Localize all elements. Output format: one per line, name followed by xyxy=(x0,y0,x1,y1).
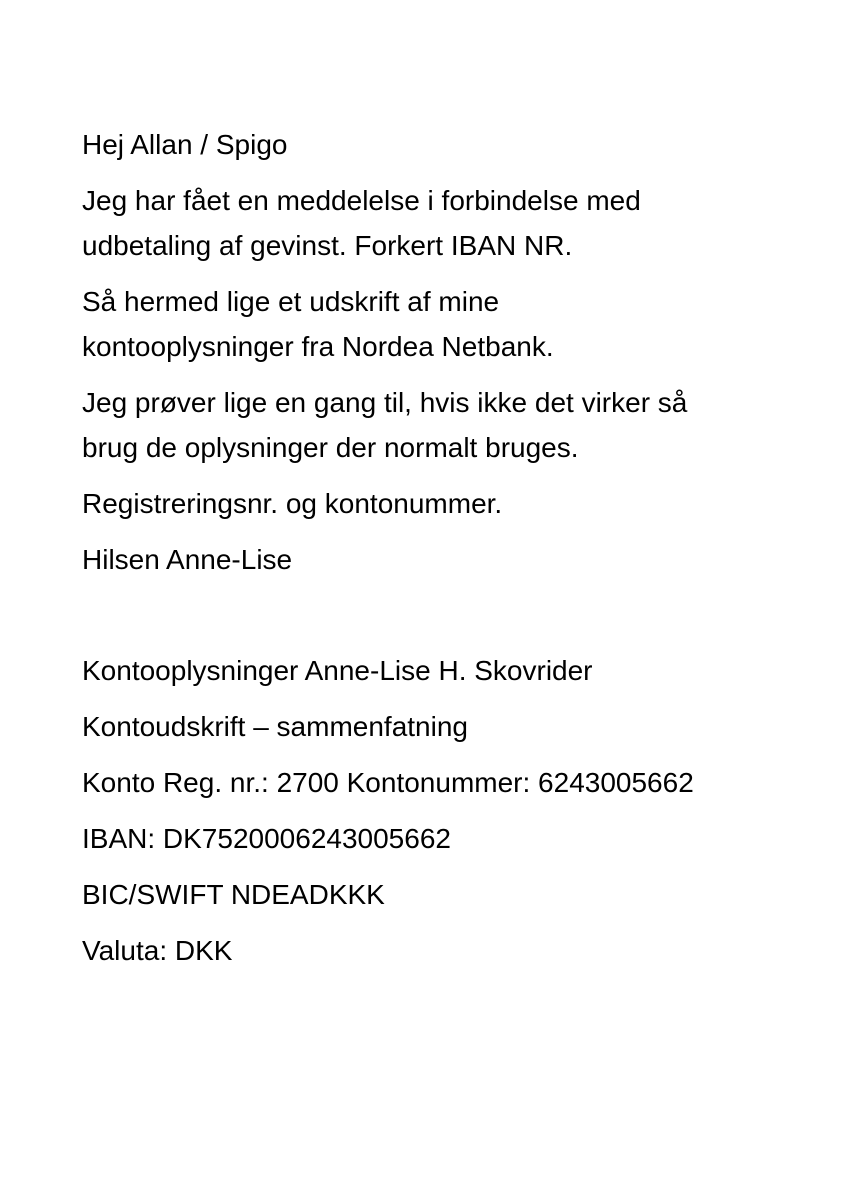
document-page xyxy=(82,122,782,984)
signoff: Hilsen Anne-Lise xyxy=(82,544,293,575)
greeting: Hej Allan / Spigo xyxy=(82,129,288,160)
paragraph-retry: Jeg prøver lige en gang til, hvis ikke det virker så brug de oplysninger der normalt bruges. xyxy=(82,387,688,463)
account-reg-number: Konto Reg. nr.: 2700 Kontonummer: 6243005662 xyxy=(82,767,694,798)
paragraph-reg-account: Registreringsnr. og kontonummer. xyxy=(82,488,503,519)
section-spacer xyxy=(82,593,782,648)
account-iban: IBAN: DK7520006243005662 xyxy=(82,823,451,854)
account-heading: Kontooplysninger Anne-Lise H. Skovrider xyxy=(82,655,593,686)
account-bic: BIC/SWIFT NDEADKKK xyxy=(82,879,385,910)
account-currency: Valuta: DKK xyxy=(82,935,233,966)
account-subheading: Kontoudskrift – sammenfatning xyxy=(82,711,468,742)
paragraph-statement: Så hermed lige et udskrift af mine kontooplysninger fra Nordea Netbank. xyxy=(82,286,554,362)
paragraph-notice: Jeg har fået en meddelelse i forbindelse med udbetaling af gevinst. Forkert IBAN NR. xyxy=(82,185,641,261)
